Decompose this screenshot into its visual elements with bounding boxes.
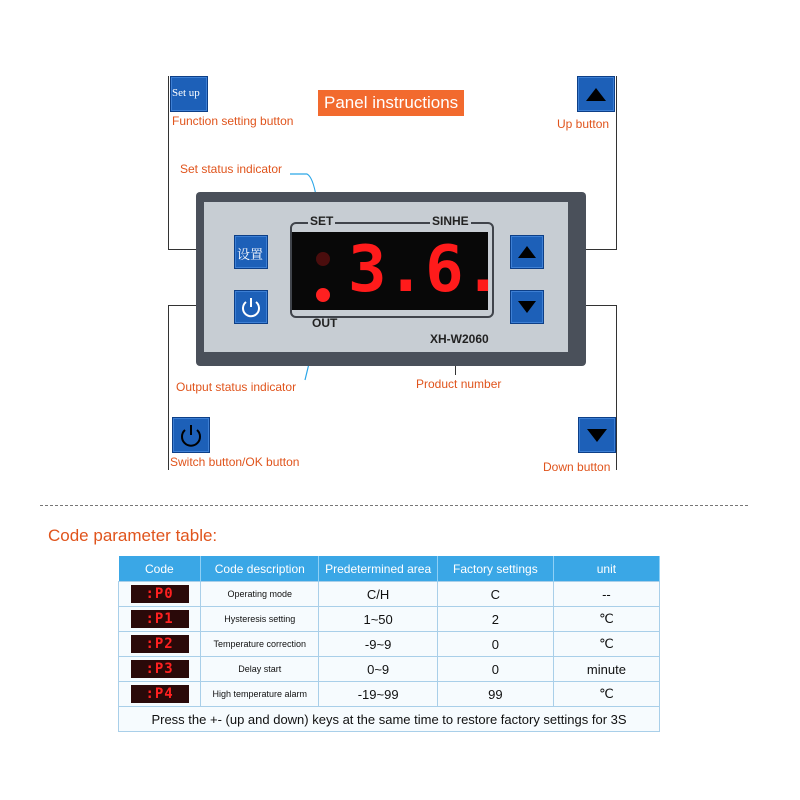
factory-setting: 2 xyxy=(437,607,553,632)
code-description: Delay start xyxy=(201,657,319,682)
header-description: Code description xyxy=(201,556,319,582)
display-screen xyxy=(292,232,503,310)
set-indicator-label: Set status indicator xyxy=(180,162,283,176)
unit: ℃ xyxy=(553,632,659,657)
output-indicator-label: Output status indicator xyxy=(176,380,297,394)
predetermined-area: C/H xyxy=(319,582,437,607)
up-button-label: Up button xyxy=(557,117,610,131)
section-divider xyxy=(40,505,748,506)
set-status-led xyxy=(316,252,330,266)
switch-button-label: Switch button/OK button xyxy=(170,455,300,469)
table-row xyxy=(119,582,660,607)
code-description: Operating mode xyxy=(201,582,319,607)
up-arrow-icon xyxy=(511,236,543,268)
setup-button-label: Set up xyxy=(172,87,200,99)
model-label: XH-W2060 xyxy=(430,332,489,346)
code-display: :P0 xyxy=(131,585,189,603)
panel-title: Panel instructions xyxy=(318,90,464,116)
code-parameter-table xyxy=(118,556,660,732)
unit: ℃ xyxy=(553,682,659,707)
code-description: Temperature correction xyxy=(201,632,319,657)
device-faceplate xyxy=(204,202,568,352)
temperature-display: 3.6. xyxy=(348,233,503,307)
up-arrow-icon xyxy=(578,77,614,111)
out-status-led xyxy=(316,288,330,302)
product-number-label: Product number xyxy=(416,377,502,391)
header-code: Code xyxy=(119,556,201,582)
table-heading: Code parameter table: xyxy=(48,526,218,545)
down-arrow-icon xyxy=(579,418,615,452)
predetermined-area: 1~50 xyxy=(319,607,437,632)
factory-setting: C xyxy=(437,582,553,607)
setup-button[interactable] xyxy=(170,76,208,112)
down-button-label: Down button xyxy=(543,460,611,474)
header-area: Predetermined area xyxy=(319,556,437,582)
factory-setting: 0 xyxy=(437,657,553,682)
device-up-button[interactable] xyxy=(510,235,544,269)
switch-ok-button[interactable] xyxy=(172,417,210,453)
device-power-button[interactable] xyxy=(234,290,268,324)
factory-setting: 0 xyxy=(437,632,553,657)
power-icon xyxy=(173,418,209,452)
code-display: :P1 xyxy=(131,610,189,628)
code-display: :P4 xyxy=(131,685,189,703)
table-row xyxy=(119,682,660,707)
up-button-large[interactable] xyxy=(577,76,615,112)
device-body xyxy=(196,192,586,366)
unit: -- xyxy=(553,582,659,607)
code-display: :P3 xyxy=(131,660,189,678)
down-button-large[interactable] xyxy=(578,417,616,453)
unit: ℃ xyxy=(553,607,659,632)
device-setting-button[interactable] xyxy=(234,235,268,269)
code-display: :P2 xyxy=(131,635,189,653)
header-unit: unit xyxy=(553,556,659,582)
table-row xyxy=(119,657,660,682)
code-description: High temperature alarm xyxy=(201,682,319,707)
table-row xyxy=(119,632,660,657)
table-header-row xyxy=(119,556,660,582)
table-footer-note: Press the +- (up and down) keys at the same time to restore factory settings for 3S xyxy=(119,707,660,732)
predetermined-area: -19~99 xyxy=(319,682,437,707)
table-row xyxy=(119,607,660,632)
function-setting-label: Function setting button xyxy=(172,114,294,128)
device-down-button[interactable] xyxy=(510,290,544,324)
brand-label: SINHE xyxy=(432,214,469,228)
setting-key-label: 设置 xyxy=(237,248,264,263)
predetermined-area: -9~9 xyxy=(319,632,437,657)
set-label: SET xyxy=(310,214,334,228)
code-description: Hysteresis setting xyxy=(201,607,319,632)
table-footer-row xyxy=(119,707,660,732)
header-factory: Factory settings xyxy=(437,556,553,582)
power-icon xyxy=(235,291,267,323)
unit: minute xyxy=(553,657,659,682)
predetermined-area: 0~9 xyxy=(319,657,437,682)
factory-setting: 99 xyxy=(437,682,553,707)
out-label: OUT xyxy=(312,316,338,330)
down-arrow-icon xyxy=(511,291,543,323)
